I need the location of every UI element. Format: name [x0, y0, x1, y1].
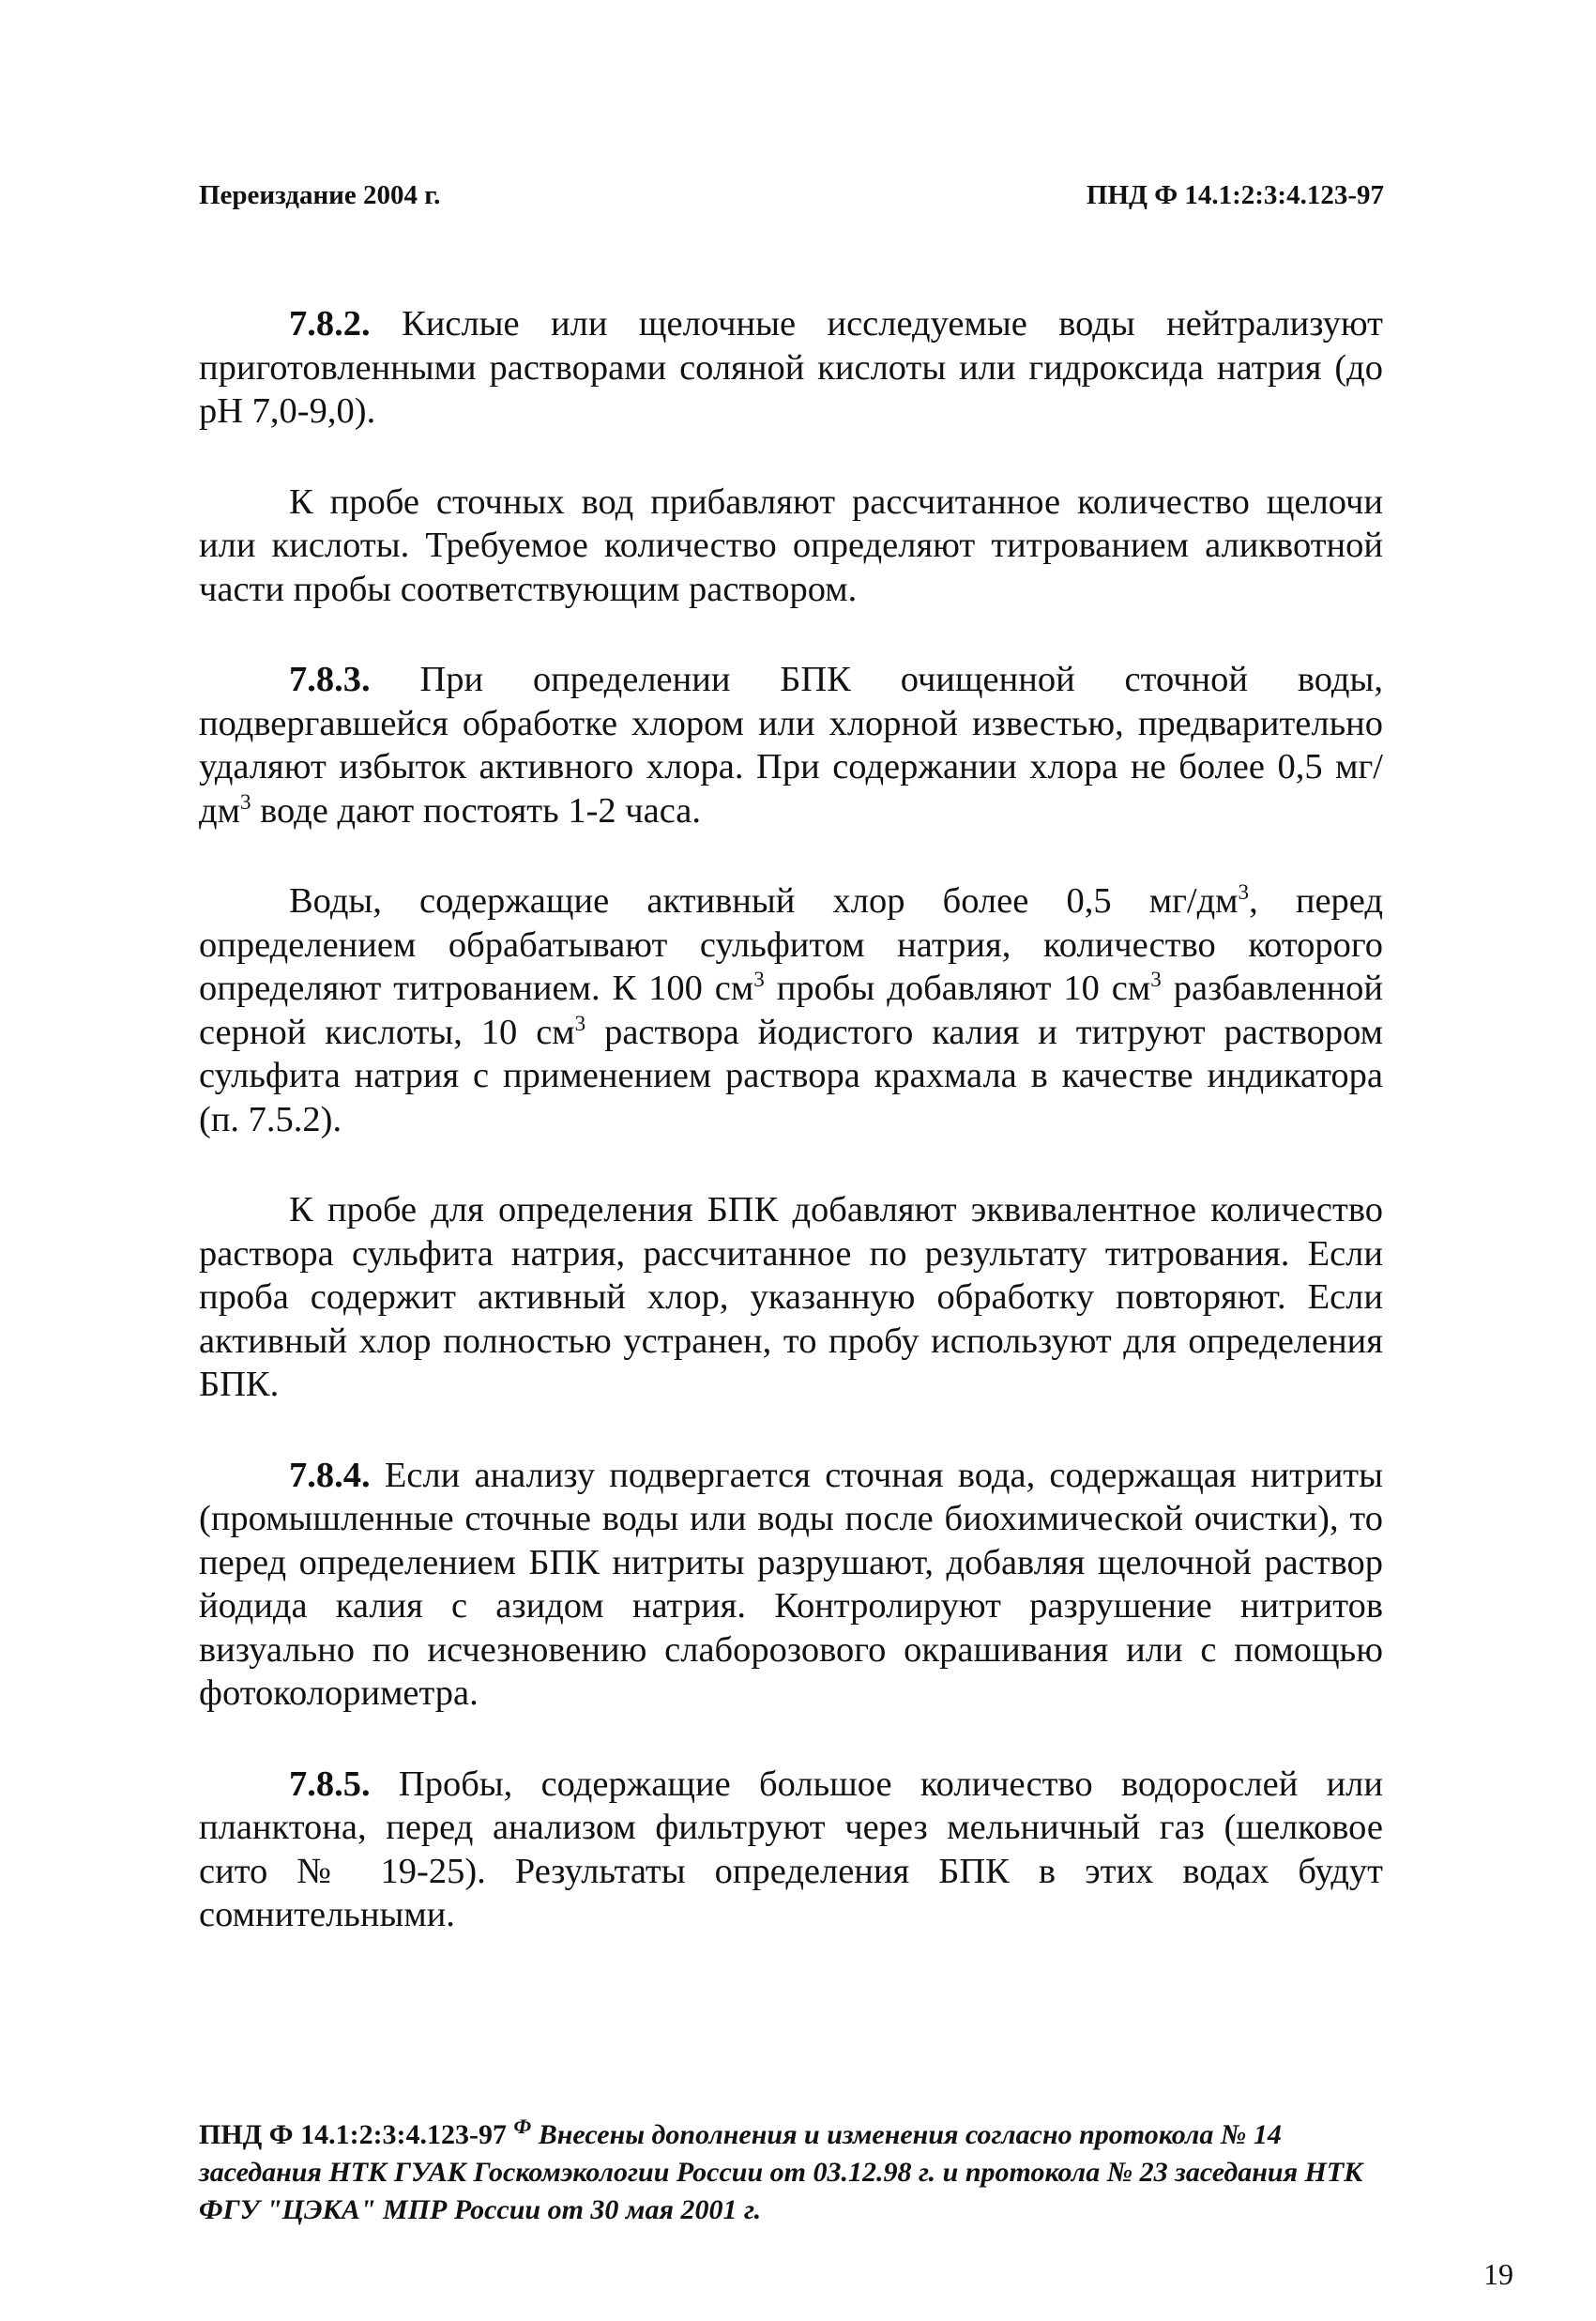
- paragraph-text: К пробе сточных вод прибавляют рассчитанное количество щелочи или кислоты. Требуемое количество определяют титрованием аликвотной части пробы соответствующим раствором.: [199, 481, 1383, 609]
- superscript: 3: [1150, 967, 1162, 992]
- superscript: 3: [753, 967, 765, 992]
- footnote-mark: Ф: [513, 2115, 532, 2138]
- paragraph-sulfite: [199, 1188, 1383, 1407]
- paragraph-text: К пробе для определения БПК добавляют эквивалентное количество раствора сульфита натрия, рассчитанное по результату титрования. Если проба содержит активный хлор, указанную обработку повторяют. Если активный хлор полностью устранен, то пробу используют для определения БПК.: [199, 1190, 1383, 1404]
- paragraph-text: , перед определением обрабатывают сульфитом натрия, количество которого определяют титрованием. К 100 см: [199, 881, 1383, 1008]
- paragraph-alkali-acid: [199, 481, 1383, 612]
- paragraph-text: Пробы, содержащие большое количество водорослей или планктона, перед анализом фильтруют через мельничный газ (шелковое сито № 19-25). Результаты определения БПК в этих водах будут сомнительными.: [199, 1764, 1383, 1934]
- section-number: 7.8.5.: [289, 1764, 371, 1804]
- superscript: 3: [239, 788, 251, 814]
- section-number: 7.8.3.: [289, 660, 371, 699]
- paragraph-text: Если анализу подвергается сточная вода, содержащая нитриты (промышленные сточные воды или воды после биохимической очистки), то перед определением БПК нитриты разрушают, добавляя щелочной раствор йодида калия с азидом натрия. Контролируют разрушение нитритов визуально по исчезновению слаборозового окрашивания или с помощью фотоколориметра.: [199, 1455, 1383, 1713]
- paragraph-text: раствора йодистого калия и титруют раствором сульфита натрия с применением раствора крахмала в качестве индикатора (п. 7.5.2).: [199, 1012, 1383, 1139]
- document-code: ПНД Ф 14.1:2:3:4.123-97: [1086, 180, 1384, 210]
- page-number: 19: [1483, 2257, 1513, 2291]
- paragraph-active-chlorine: [199, 879, 1383, 1141]
- paragraph-text: разбавленной серной кислоты, 10 см: [199, 969, 1384, 1052]
- reissue-label: Переиздание 2004 г.: [199, 180, 441, 210]
- paragraph-text: Воды, содержащие активный хлор более 0,5 мг/дм: [289, 881, 1239, 921]
- paragraph-7-8-5: [199, 1763, 1383, 1937]
- paragraph-7-8-3: [199, 658, 1383, 832]
- paragraph-7-8-2: [199, 302, 1383, 434]
- amendment-footnote: [199, 2116, 1383, 2229]
- paragraph-text: пробы добавляют 10 см: [764, 969, 1151, 1008]
- superscript: 3: [574, 1010, 586, 1035]
- section-number: 7.8.2.: [289, 304, 371, 344]
- footnote-code: ПНД Ф 14.1:2:3:4.123-97: [199, 2119, 508, 2150]
- paragraph-text: воде дают постоять 1-2 часа.: [251, 790, 701, 831]
- paragraph-text: Кислые или щелочные исследуемые воды нейтрализуют приготовленными растворами соляной кислоты или гидроксида натрия (до pH 7,0-9,0).: [199, 304, 1383, 431]
- superscript: 3: [1238, 879, 1250, 905]
- paragraph-text: При определении БПК очищенной сточной воды, подвергавшейся обработке хлором или хлорной известью, предварительно удаляют избыток активного хлора. При содержании хлора не более 0,5 мг/дм: [199, 660, 1383, 831]
- paragraph-7-8-4: [199, 1454, 1383, 1716]
- footnote-text: Внесены дополнения и изменения согласно протокола № 14 заседания НТК ГУАК Госкомэкологии России от 03.12.98 г. и протокола № 23 заседания НТК ФГУ "ЦЭКА" МПР России от 30 мая 2001 г.: [199, 2119, 1363, 2225]
- section-number: 7.8.4.: [289, 1455, 371, 1495]
- main-text: [199, 302, 1383, 1937]
